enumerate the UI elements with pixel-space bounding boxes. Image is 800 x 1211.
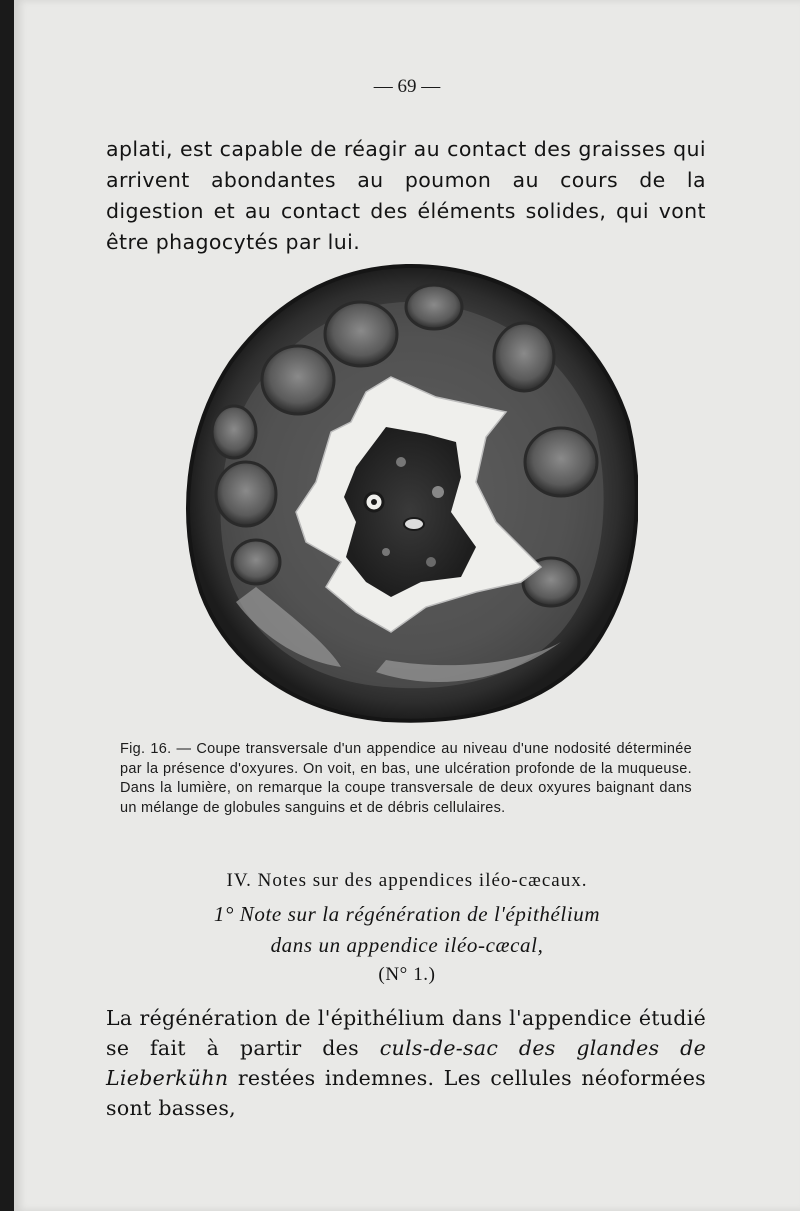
figure-micrograph xyxy=(176,262,638,724)
paragraph-top: aplati, est capable de réagir au contact des graisses qui arrivent abondantes au poumon au cours de la digestion et au contact des éléments solides, qui vont être phagocytés par lui. xyxy=(106,137,706,254)
figure-caption xyxy=(120,740,692,818)
document-page xyxy=(14,0,800,1211)
paragraph-bottom-part-1: La régénération de l'épithélium dans l'appendice étudié se fait à partir des xyxy=(106,1006,706,1060)
appendix-cross-section-image xyxy=(176,262,638,724)
paragraph-bottom-italic: culs-de-sac des glandes de Lieberkühn xyxy=(106,1036,706,1090)
paragraph-bottom xyxy=(106,1003,706,1123)
section-heading: IV. Notes sur des appendices iléo-cæcaux. xyxy=(226,870,588,891)
page-number: — 69 — xyxy=(373,76,441,97)
caption-text: Coupe transversale d'un appendice au niveau d'une nodosité déterminée par la présence d'oxyures. On voit, en bas, une ulcération profonde de la muqueuse. Dans la lumière, on remarque la coupe transversale de deux oxyures baignant dans un mélange de globules sanguins et de débris cellulaires. xyxy=(120,741,692,816)
caption-label: Fig. 16. — xyxy=(120,741,192,757)
subheading-line-1: 1° Note sur la régénération de l'épithélium xyxy=(213,902,601,926)
subheading-line-2: dans un appendice iléo-cæcal, xyxy=(270,933,544,957)
paragraph-bottom-part-3: restées indemnes. Les cellules néoformées sont basses, xyxy=(106,1066,706,1120)
subheading-line-3: (N° 1.) xyxy=(378,964,436,985)
